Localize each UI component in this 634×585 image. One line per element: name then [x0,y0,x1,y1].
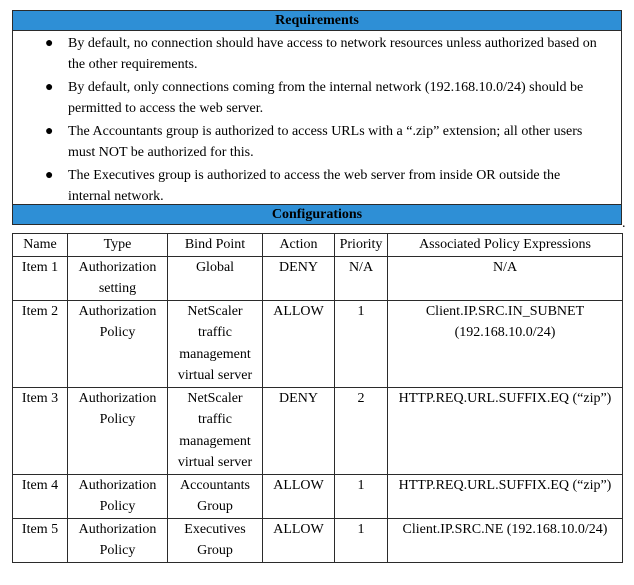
requirements-title: Requirements [13,11,621,31]
requirements-box [12,10,622,225]
cell-type: Authorization Policy [68,387,168,474]
cell-action: DENY [263,387,335,474]
bullet-icon: ● [45,168,54,183]
header-priority: Priority [335,234,388,257]
cell-action: ALLOW [263,474,335,518]
cell-bind-point: NetScaler traffic management virtual server [168,300,263,387]
cell-type: Authorization Policy [68,474,168,518]
header-bind-point: Bind Point [168,234,263,257]
cell-name: Item 5 [13,518,68,562]
cell-name: Item 1 [13,256,68,300]
cell-bind-point: Executives Group [168,518,263,562]
header-expressions: Associated Policy Expressions [388,234,623,257]
cell-expressions: N/A [388,256,623,300]
bullet-icon: ● [45,36,54,51]
table-row [13,518,623,562]
trailing-mark: . [622,216,626,231]
cell-type: Authorization Policy [68,518,168,562]
cell-action: ALLOW [263,518,335,562]
cell-expressions: Client.IP.SRC.NE (192.168.10.0/24) [388,518,623,562]
requirement-item: ● By default, no connection should have access to network resources unless authorized based on the other requirements. [13,33,621,75]
cell-bind-point: Global [168,256,263,300]
header-type: Type [68,234,168,257]
configurations-title: Configurations [13,204,621,224]
cell-type: Authorization Policy [68,300,168,387]
table-row [13,474,623,518]
table-header-row [13,234,623,257]
cell-expressions: HTTP.REQ.URL.SUFFIX.EQ (“zip”) [388,474,623,518]
table-row [13,387,623,474]
cell-priority: 2 [335,387,388,474]
configurations-table [12,233,623,563]
requirement-item: ● The Executives group is authorized to access the web server from inside OR outside the internal network. [13,165,621,207]
cell-name: Item 3 [13,387,68,474]
table-row [13,256,623,300]
cell-priority: 1 [335,518,388,562]
cell-priority: 1 [335,300,388,387]
requirement-item: ● By default, only connections coming from the internal network (192.168.10.0/24) should be permitted to access the web server. [13,77,621,119]
requirements-list [13,33,621,209]
cell-priority: N/A [335,256,388,300]
requirement-item: ● The Accountants group is authorized to access URLs with a “.zip” extension; all other users must NOT be authorized for this. [13,121,621,163]
cell-action: ALLOW [263,300,335,387]
bullet-icon: ● [45,124,54,139]
cell-bind-point: Accountants Group [168,474,263,518]
cell-priority: 1 [335,474,388,518]
cell-expressions: Client.IP.SRC.IN_SUBNET (192.168.10.0/24) [388,300,623,387]
cell-bind-point: NetScaler traffic management virtual server [168,387,263,474]
cell-type: Authorization setting [68,256,168,300]
cell-action: DENY [263,256,335,300]
header-name: Name [13,234,68,257]
cell-expressions: HTTP.REQ.URL.SUFFIX.EQ (“zip”) [388,387,623,474]
cell-name: Item 2 [13,300,68,387]
cell-name: Item 4 [13,474,68,518]
bullet-icon: ● [45,80,54,95]
header-action: Action [263,234,335,257]
table-row [13,300,623,387]
